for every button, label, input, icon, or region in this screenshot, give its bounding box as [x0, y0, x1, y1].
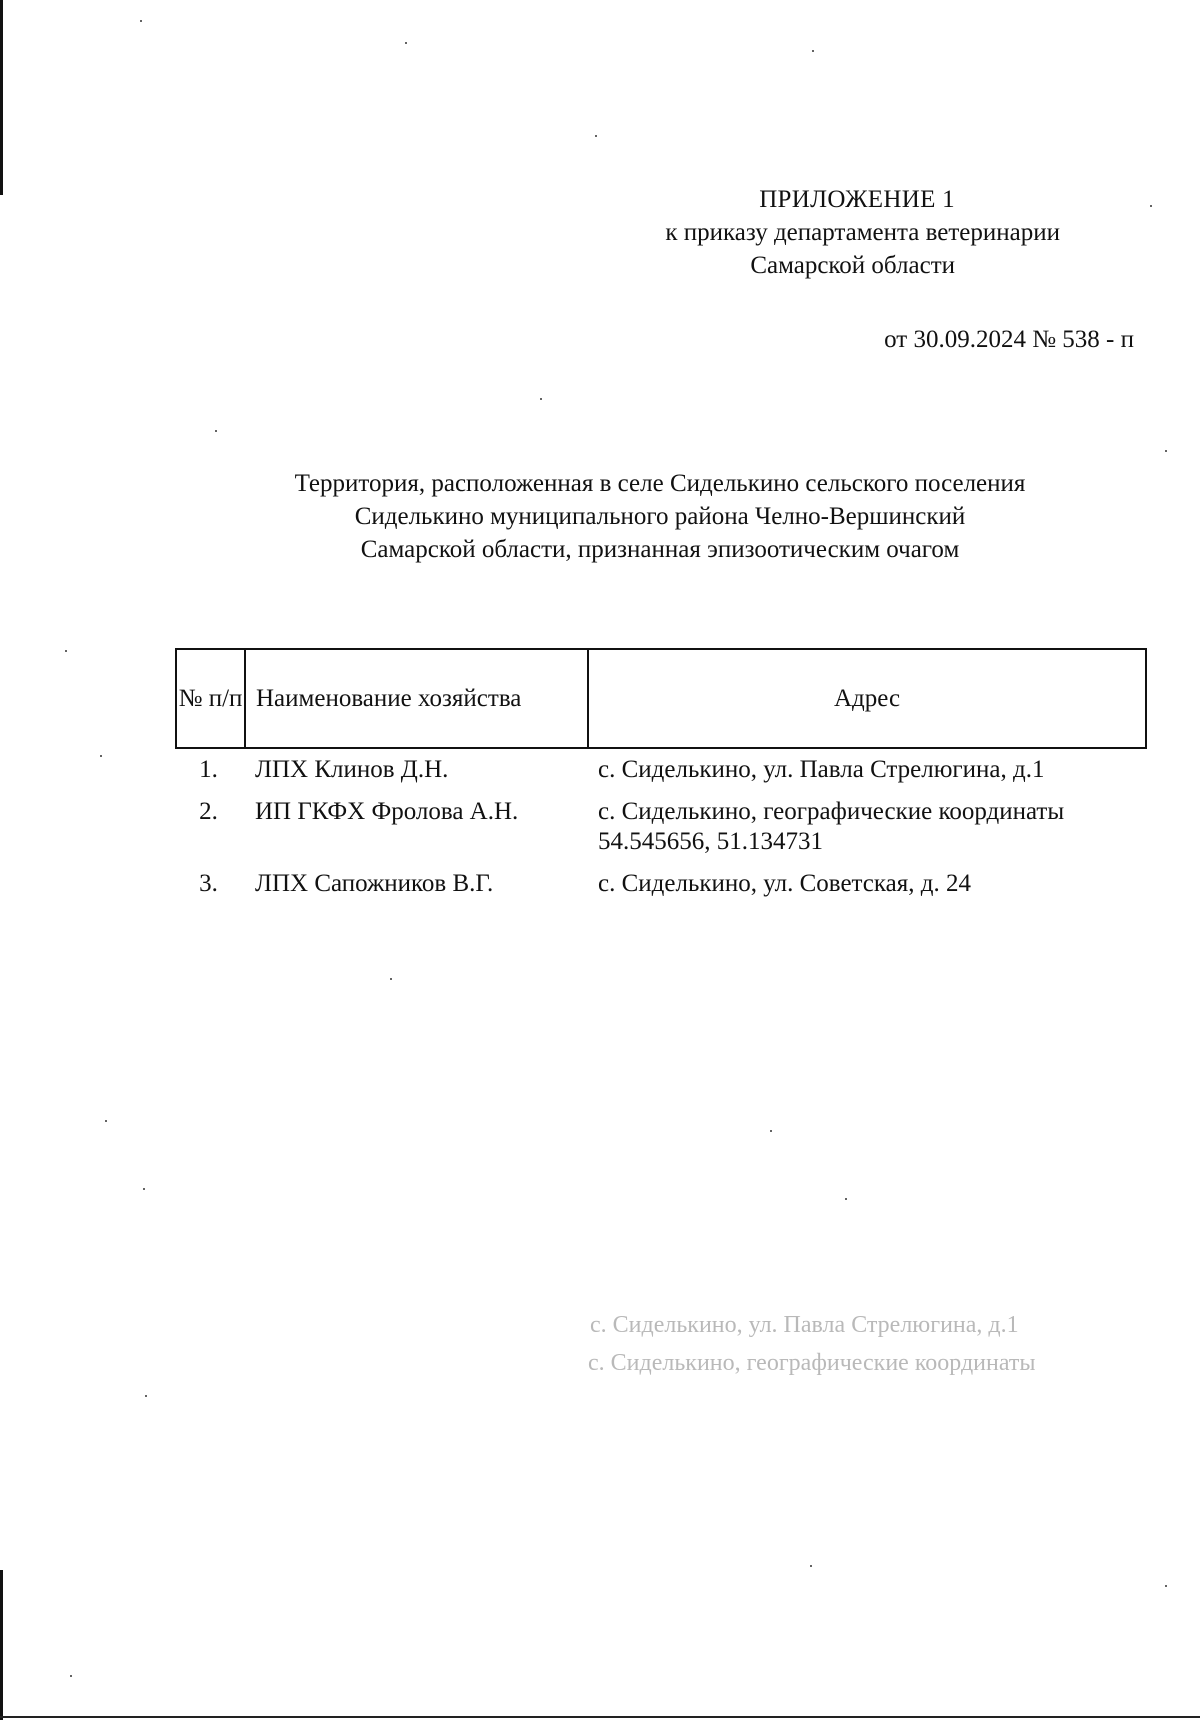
scan-speck — [100, 755, 102, 757]
table-row — [176, 863, 1146, 905]
scan-speck — [70, 1675, 72, 1677]
scan-speck — [1165, 1585, 1167, 1587]
scan-speck — [812, 50, 814, 52]
column-header-farm-name: Наименование хозяйства — [245, 649, 588, 748]
appendix-region: Самарской области — [750, 252, 955, 279]
farms-table — [175, 648, 1147, 905]
scan-speck — [770, 1130, 772, 1132]
column-header-number: № п/п — [176, 649, 245, 748]
row-number: 3. — [199, 870, 218, 897]
appendix-title: ПРИЛОЖЕНИЕ 1 — [759, 186, 955, 213]
scan-speck — [143, 1188, 145, 1190]
order-date-number: от 30.09.2024 № 538 - п — [884, 326, 1134, 353]
farm-address: с. Сиделькино, ул. Советская, д. 24 — [598, 870, 971, 897]
scan-speck — [1150, 205, 1152, 207]
scan-edge — [0, 0, 3, 195]
farm-name: ИП ГКФХ Фролова А.Н. — [255, 798, 519, 825]
scan-speck — [845, 1198, 847, 1200]
scan-speck — [390, 978, 392, 980]
farm-address: с. Сиделькино, географические координаты 54.545656, 51.134731 — [598, 798, 1065, 855]
document-title-line: Самарской области, признанная эпизоотическим очагом — [360, 536, 960, 563]
table-row — [176, 791, 1146, 863]
scan-speck — [1165, 450, 1167, 452]
scan-speck — [540, 398, 542, 400]
bleed-through-text: с. Сиделькино, ул. Павла Стрелюгина, д.1 — [590, 1312, 1019, 1338]
farm-address: с. Сиделькино, ул. Павла Стрелюгина, д.1 — [598, 756, 1045, 783]
scan-speck — [105, 1120, 107, 1122]
scan-speck — [595, 135, 597, 137]
appendix-order-reference: к приказу департамента ветеринарии — [665, 219, 1060, 246]
table-header-row — [176, 649, 1146, 748]
document-title-line: Сиделькино муниципального района Челно-Вершинский — [354, 503, 966, 530]
row-number: 2. — [199, 798, 218, 825]
scan-speck — [145, 1395, 147, 1397]
row-number: 1. — [199, 756, 218, 783]
document-title — [180, 467, 1140, 566]
table-row — [176, 748, 1146, 791]
scan-edge — [0, 1570, 3, 1720]
document-title-line: Территория, расположенная в селе Сиделькино сельского поселения — [294, 470, 1026, 497]
scan-speck — [810, 1565, 812, 1567]
scan-speck — [215, 430, 217, 432]
scan-speck — [405, 42, 407, 44]
bleed-through-text: с. Сиделькино, географические координаты — [588, 1350, 1036, 1376]
farm-name: ЛПХ Сапожников В.Г. — [255, 870, 494, 897]
column-header-address: Адрес — [588, 649, 1146, 748]
appendix-header — [560, 183, 1060, 282]
scan-edge — [0, 1716, 1200, 1718]
scan-speck — [140, 20, 142, 22]
scan-speck — [65, 650, 67, 652]
farm-name: ЛПХ Клинов Д.Н. — [255, 756, 449, 783]
